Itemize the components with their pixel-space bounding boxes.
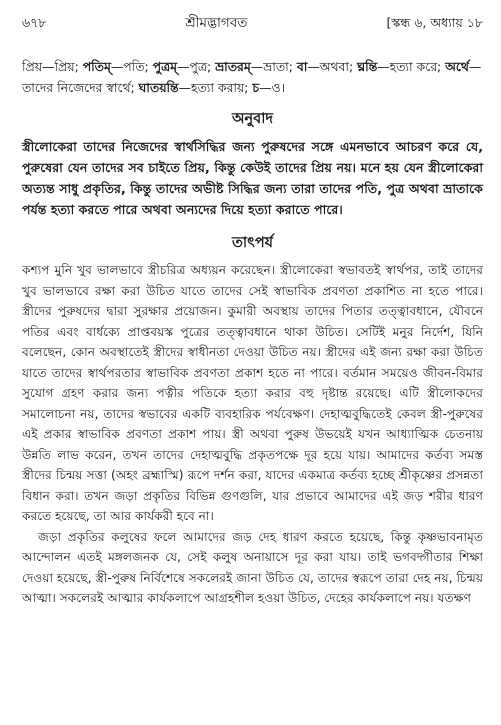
gloss-meaning: —অথবা [307,59,350,74]
gloss-meaning: —পতি [110,59,145,74]
word-meaning-item [83,59,145,74]
word-meaning-item [215,59,289,74]
gloss-word: ঘ্নন্তি [357,59,378,74]
gloss-word: প্রিয় [22,59,43,74]
purport-paragraph-2: জড়া প্রকৃতির কলুষের ফলে আমাদের জড় দেহ ধারণ করতে হয়েছে, কিন্তু কৃষ্ণভাবনামৃত আন্দোলন এতই মঙ্গলজনক যে, সেই কলুষ অনায়াসে দূর করা যায়। তাই ভগবদ্গীতার শিক্ষা দেওয়া হয়েছে, স্ত্রী-পুরুষ নির্বিশেষে সকলেরই জানা উচিত যে, তাদের স্বরূপে তারা দেহ নয়, চিন্ময় আত্মা। সকলেরই আত্মার কার্যকলাপে আগ্রহশীল হওয়া উচিত, দেহের কার্যকলাপে নয়। যতক্ষণ [22,529,483,605]
gloss-meaning: —হত্যা করে [377,59,438,74]
gloss-word: ভ্রাতরম্ [215,59,251,74]
gloss-word: ঘাতয়ন্তি [138,80,179,95]
page-number: ৬৭৮ [22,15,47,30]
purport-paragraph-1: কশ্যপ মুনি খুব ভালভাবে স্ত্রীচরিত্র অধ্যয়ন করেছেন। স্ত্রীলোকেরা স্বভাবতই স্বার্থপর, তাই তাদের খুব ভালভাবে রক্ষা করা উচিত যাতে তাদের সেই স্বাভাবিক প্রবণতা প্রকাশিত না হতে পারে। স্ত্রীদের পুরুষদের দ্বারা সুরক্ষার প্রয়োজন। কুমারী অবস্থায় তাদের পিতার তত্ত্বাবধানে, যৌবনে পতির এবং বার্ধক্যে প্রাপ্তবয়স্ক পুত্রের তত্ত্বাবধানে থাকা উচিত। সেটিই মনুর নির্দেশ, যিনি বলেছেন, কোন অবস্থাতেই স্ত্রীদের স্বাধীনতা দেওয়া উচিত নয়। স্ত্রীদের এই জন্য রক্ষা করা উচিত যাতে তাদের স্বার্থপরতার স্বাভাবিক প্রবণতা প্রকাশ হতে না পারে। বর্তমান সময়েও জীবন-বিমার সুযোগ গ্রহণ করার জন্য পত্নীর পতিকে হত্যা করার বহু দৃষ্টান্ত রয়েছে। এটি স্ত্রীলোকদের সমালোচনা নয়, তাদের স্বভাবের একটি ব্যবহারিক পর্যবেক্ষণ। দেহাত্মবুদ্ধিতেই কেবল স্ত্রী-পুরুষের এই প্রকার স্বাভাবিক প্রবণতা প্রকাশ পায়। স্ত্রী অথবা পুরুষ উভয়েই যখন আধ্যাত্মিক চেতনায় উন্নতি লাভ করেন, তখন তাদের দেহাত্মবুদ্ধি প্রকৃতপক্ষে দূর হয়ে যায়। আমাদের কর্তব্য সমস্ত স্ত্রীদের চিন্ময় সত্তা (অহং ব্রহ্মাস্মি) রূপে দর্শন করা, যাদের একমাত্র কর্তব্য হচ্ছে শ্রীকৃষ্ণের প্রসন্নতা বিধান করা। তখন জড়া প্রকৃতির বিভিন্ন গুণগুলি, যার প্রভাবে আমাদের এই জড় শরীর ধারণ করতে হয়েছে, তা আর কার্যকরী হবে না। [22,263,483,523]
word-meaning-item [357,59,437,74]
translation-heading: অনুবাদ [231,111,274,127]
page-header [22,12,483,36]
gloss-meaning: —ভ্রাতা [250,59,289,74]
gloss-meaning: —হত্যা করায় [178,80,245,95]
chapter-reference: [স্কন্ধ ৬, অধ্যায় ১৮ [386,15,483,30]
gloss-word: বা [296,59,308,74]
gloss-word: পতিম্ [82,59,111,74]
gloss-word: চ [252,80,260,95]
gloss-meaning: —প্রিয় [42,59,75,74]
word-meaning-item [22,59,75,74]
gloss-word: পুত্রম্ [152,59,178,74]
word-meaning-item [139,80,245,95]
gloss-meaning: —পুত্র [177,59,207,74]
word-meaning-item [153,59,207,74]
word-meanings: প্রিয়—প্রিয়; পতিম্—পতি; পুত্রম্—পুত্র; ভ্রাতরম্—ভ্রাতা; বা—অথবা; ঘ্নন্তি—হত্যা করে; অর্থে—তাদের নিজেদের স্বার্থে; ঘাতয়ন্তি—হত্যা করায়; চ—ও। [22,59,482,95]
word-meaning-item [252,80,280,95]
word-meaning-item [297,59,349,74]
gloss-word: অর্থে [445,59,469,74]
purport-heading: তাৎপর্য [231,235,274,251]
gloss-meaning: —ও [259,80,281,95]
translation-text: স্ত্রীলোকেরা তাদের নিজেদের স্বার্থসিদ্ধির জন্য পুরুষদের সঙ্গে এমনভাবে আচরণ করে যে, পুরুষেরা যেন তাদের সব চাইতে প্রিয়, কিন্তু কেউই তাদের প্রিয় নয়। মনে হয় যেন স্ত্রীলোকেরা অত্যন্ত সাধু প্রকৃতির, কিন্তু তাদের অভীষ্ট সিদ্ধির জন্য তারা তাদের পতি, পুত্র অথবা ভ্রাতাকে পর্যন্ত হত্যা করতে পারে অথবা অন্যদের দিয়ে হত্যা করাতে পারে। [22,139,483,217]
purport-body [22,260,483,609]
gloss-meaning: —তাদের নিজেদের স্বার্থে [22,59,482,95]
book-title: শ্রীমদ্ভাগবত [185,15,248,31]
